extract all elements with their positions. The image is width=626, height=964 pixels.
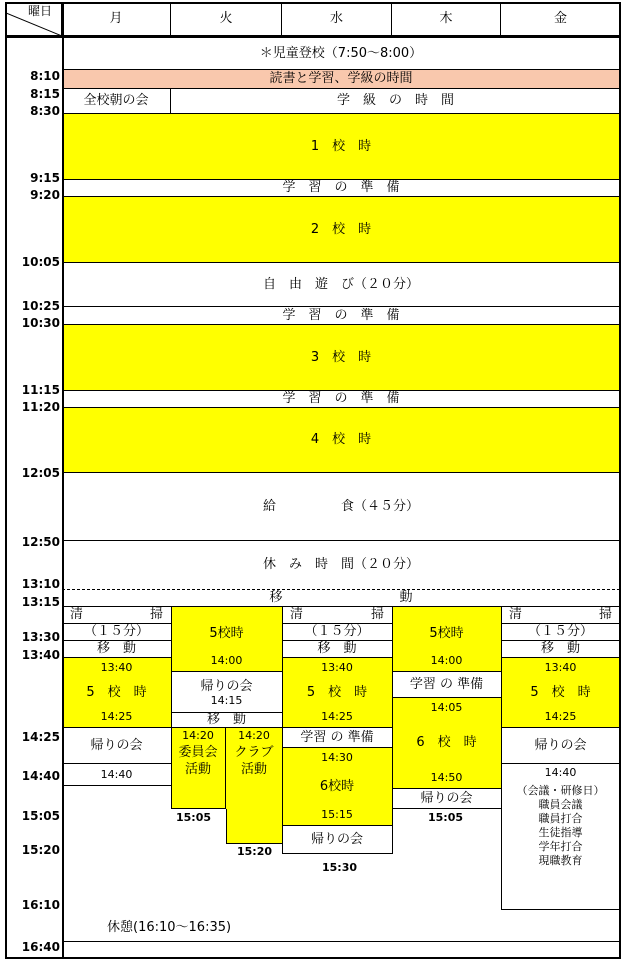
period-1: 1 校 時 [62,114,620,180]
time-label: 12:05 [21,466,60,480]
rest-row: 休憩(16:10～16:35) [107,920,232,935]
wed-prep: 学習 の 準備 [282,728,392,748]
time-label: 16:40 [21,940,60,954]
tue-homeroom-time: 14:15 [210,694,243,707]
tue-committee-1: 委員会 [178,745,218,760]
tue-committee-time: 14:20 [182,729,214,742]
mon-p5-start: 13:40 [100,661,133,674]
tue-club-2: 活動 [240,762,267,777]
fri-meeting-2: 職員打合 [538,812,583,825]
tue-p5-end: 14:00 [210,654,243,667]
wed-move: 移 動 [282,641,392,658]
fri-move: 移 動 [501,641,620,658]
mon-move: 移 動 [62,641,171,658]
day-mon: 月 [62,3,171,36]
fri-p5-label: 5 校 時 [530,684,591,700]
time-label: 11:15 [21,383,60,397]
mon-p5-label: 5 校 時 [86,684,147,700]
fri-clean-minutes: （１５分） [501,624,620,641]
fri-meeting-4: 学年打合 [538,840,583,853]
clean-char-a: 清 [509,607,523,622]
wed-p6-label: 6校時 [319,778,355,794]
tue-club-1: クラブ [234,745,274,760]
tue-committee-2: 活動 [184,762,211,777]
prep-row-1: 学 習 の 準 備 [62,180,620,197]
mon-homeroom-end: 帰りの会 [62,728,171,764]
time-label: 13:30 [21,630,60,644]
time-label: 13:10 [21,577,60,591]
clean-char-b: 掃 [598,607,612,622]
wed-end-time: 15:30 [322,861,358,874]
tue-move: 移 動 [171,713,282,728]
fri-p5-start: 13:40 [544,661,577,674]
prep-row-3: 学 習 の 準 備 [62,391,620,408]
fri-end-time: 14:40 [544,766,577,779]
tue-committee-end: 15:05 [176,811,212,824]
thu-homeroom-end: 帰りの会 [392,789,501,809]
time-label: 10:30 [21,316,60,330]
homeroom-cell: 学 級 の 時 間 [171,89,620,114]
time-label: 8:10 [30,69,60,83]
period-3: 3 校 時 [62,325,620,391]
time-label: 10:25 [21,299,60,313]
mon-end-time: 14:40 [62,764,171,786]
fri-meeting-title: （会議・研修日） [516,784,605,797]
time-label: 8:30 [30,104,60,118]
wed-clean-minutes: （１５分） [282,624,392,641]
time-label: 10:05 [21,255,60,269]
tue-club-time: 14:20 [238,729,270,742]
time-label: 8:15 [30,87,60,101]
wed-p5-label: 5 校 時 [306,684,368,700]
clean-char-b: 掃 [370,607,384,622]
tue-p5-label: 5校時 [209,626,244,641]
time-label: 14:40 [21,769,60,783]
tue-homeroom-label: 帰りの会 [200,679,253,694]
fri-meeting-1: 職員会議 [538,798,583,811]
time-label: 14:25 [21,730,60,744]
mon-p5-end: 14:25 [100,710,133,723]
thu-end-time: 15:05 [428,811,464,824]
time-label: 15:20 [21,843,60,857]
day-tue: 火 [171,3,282,36]
mon-clean-minutes: （１５分） [62,624,171,641]
arrival-row: ＊児童登校（7:50～8:00） [62,38,620,70]
break-row: 休 み 時 間（２０分） [262,557,419,572]
thu-prep: 学習 の 準備 [392,672,501,698]
table-frame [5,2,621,959]
fri-meeting-5: 現職教育 [538,854,583,867]
period-2: 2 校 時 [62,197,620,263]
time-label: 13:40 [21,648,60,662]
day-wed: 水 [282,3,392,36]
clean-char-b: 掃 [149,607,163,622]
fri-meeting-3: 生徒指導 [538,826,583,839]
assembly-cell: 全校朝の会 [62,89,171,114]
wed-p6-end: 15:15 [321,808,353,821]
time-label: 15:05 [21,809,60,823]
clean-char-a: 清 [70,607,84,622]
wed-p6-start: 14:30 [321,751,353,764]
thu-p6-label: 6 校 時 [416,735,477,750]
time-label: 16:10 [21,898,60,912]
day-fri: 金 [501,3,620,36]
thu-p5-label: 5校時 [429,626,464,641]
period-4: 4 校 時 [62,408,620,473]
prep-row-2: 学 習 の 準 備 [62,307,620,325]
corner-label: 曜日 [28,4,53,18]
lunch-row: 給 食（４５分） [62,473,620,541]
tue-club-end: 15:20 [237,845,273,858]
time-label: 11:20 [21,400,60,414]
wed-p5-start: 13:40 [321,661,353,674]
reading-row: 読書と学習、学級の時間 [62,70,620,89]
time-label: 13:15 [21,595,60,609]
thu-p6-start: 14:05 [430,701,463,714]
time-label: 9:15 [30,171,60,185]
move-row: 移 動 [62,590,620,607]
clean-char-a: 清 [290,607,304,622]
time-label: 9:20 [30,188,60,202]
thu-p6-end: 14:50 [430,771,463,784]
day-thu: 木 [392,3,501,36]
wed-p5-end: 14:25 [321,710,353,723]
fri-homeroom-end: 帰りの会 [501,728,620,764]
fri-p5-end: 14:25 [544,710,577,723]
thu-p5-end: 14:00 [430,654,463,667]
recess-row: 自 由 遊 び（２０分） [62,263,620,307]
time-label: 12:50 [21,535,60,549]
wed-homeroom-end: 帰りの会 [282,826,392,854]
